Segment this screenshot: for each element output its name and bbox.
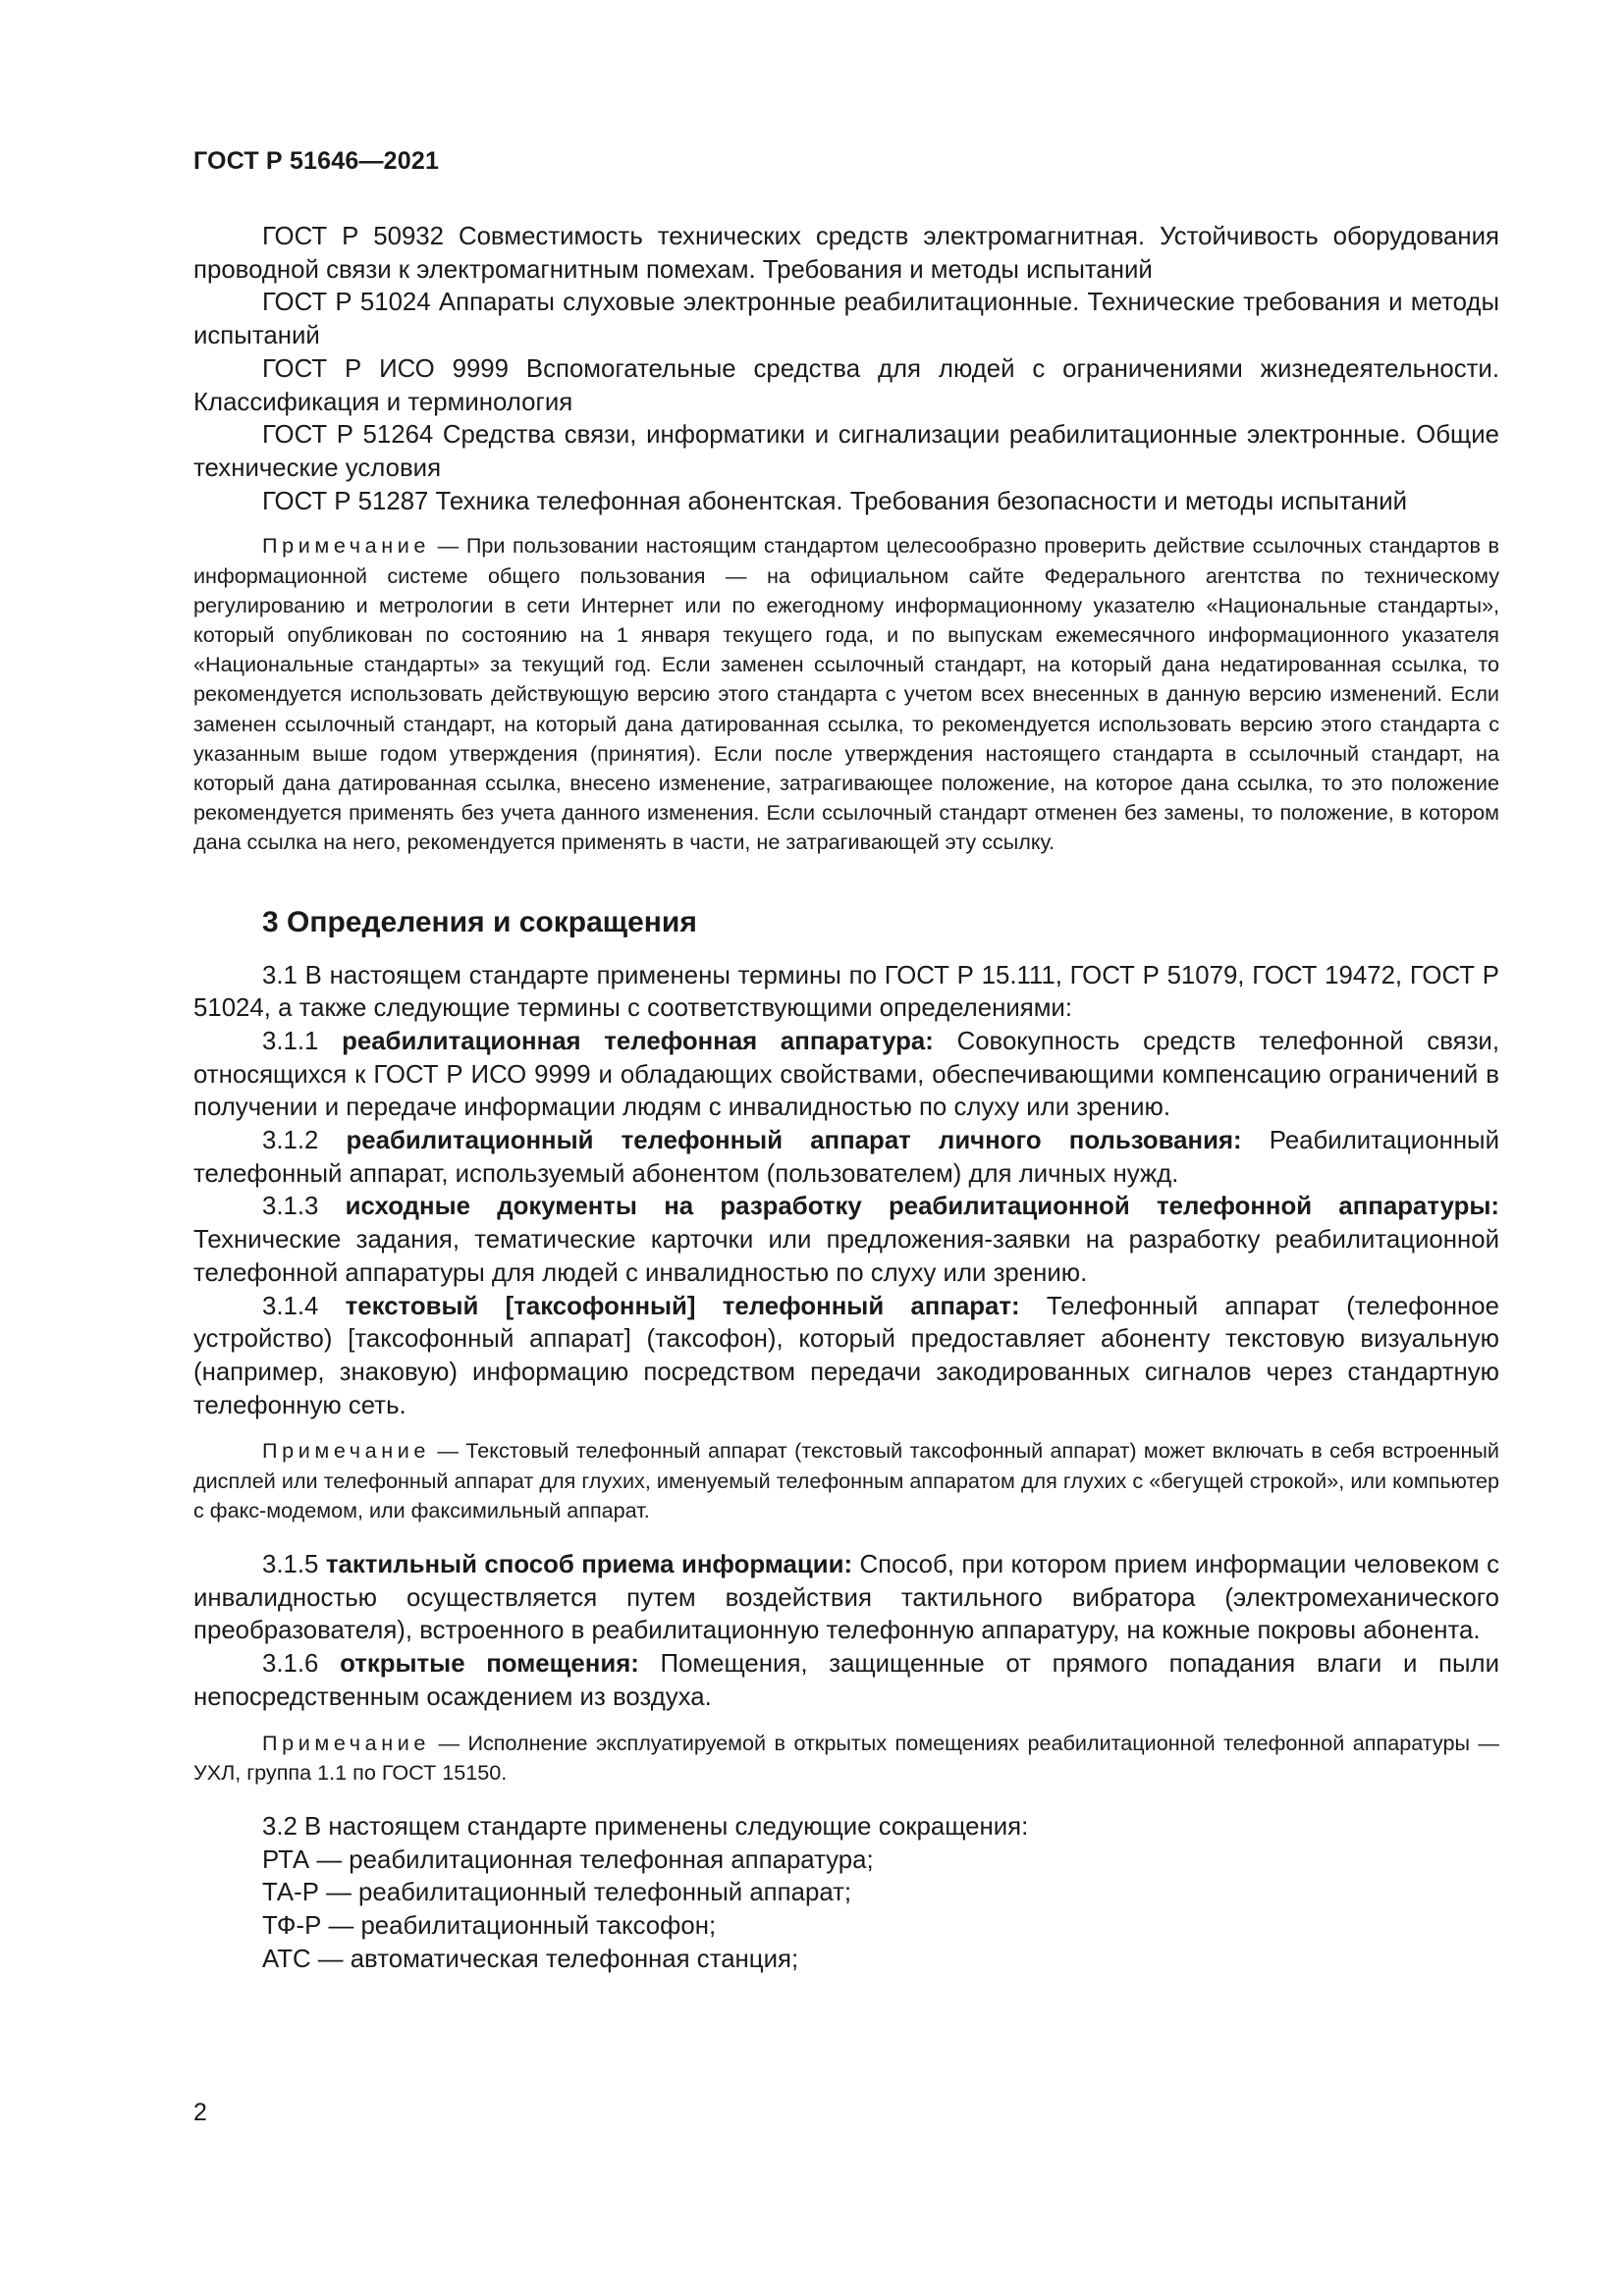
reference-gost-51287: ГОСТ Р 51287 Техника телефонная абонентская. Требования безопасности и методы испытаний (262, 487, 1408, 515)
term-number: 3.1.5 (262, 1551, 319, 1579)
document-code-header: ГОСТ Р 51646—2021 (193, 147, 440, 175)
term-definition: Телефонный аппарат (телефонное устройство) [таксофонный аппарат] (таксофон), который предоставляет абоненту текстовую визуальную (например, знаковую) информацию посредством передачи закодированных сигналов через стандартную телефонную сеть. (193, 1292, 1499, 1419)
page-content (193, 221, 1499, 1976)
note-text-phone (193, 1436, 1499, 1525)
term-definition: Способ, при котором прием информации человеком с инвалидностью осуществляется путем воздействия тактильного вибратора (электромеханического преобразователя), встроенного в реабилитационную телефонную аппаратуру, на кожные покровы абонента. (193, 1551, 1500, 1645)
term-3-1-5 (193, 1549, 1499, 1648)
paragraph-3-1: 3.1 В настоящем стандарте применены термины по ГОСТ Р 15.111, ГОСТ Р 51079, ГОСТ 19472, ГОСТ Р 51024, а также следующие термины с соответствующими определениями: (193, 961, 1499, 1023)
term-name: текстовый [таксофонный] телефонный аппарат: (345, 1292, 1020, 1320)
term-number: 3.1.3 (262, 1193, 319, 1221)
note-text: — Текстовый телефонный аппарат (текстовый таксофонный аппарат) может включать в себя встроенный дисплей или телефонный аппарат для глухих, именуемый телефонным аппаратом для глухих с «бегущей строкой», или компьютер с факс-модемом, или факсимильный аппарат. (193, 1438, 1499, 1522)
reference-gost-50932: ГОСТ Р 50932 Совместимость технических средств электромагнитная. Устойчивость оборудования проводной связи к электромагнитным помехам. Требования и методы испытаний (193, 223, 1499, 284)
term-number: 3.1.6 (262, 1650, 319, 1679)
section-heading: 3 Определения и сокращения (262, 905, 697, 938)
abbreviation-item: РТА — реабилитационная телефонная аппаратура; (262, 1845, 874, 1874)
term-3-1-6 (193, 1648, 1499, 1714)
term-name: реабилитационный телефонный аппарат личного пользования: (346, 1127, 1242, 1155)
term-definition: Реабилитационный телефонный аппарат, используемый абонентом (пользователем) для личных нужд. (193, 1127, 1500, 1188)
abbreviation-item: АТС — автоматическая телефонная станция; (262, 1945, 799, 1973)
note-text: — Исполнение эксплуатируемой в открытых помещениях реабилитационной телефонной аппаратуры — УХЛ, группа 1.1 по ГОСТ 15150. (193, 1730, 1500, 1785)
paragraph-3-2: 3.2 В настоящем стандарте применены следующие сокращения: (262, 1812, 1029, 1841)
note-label: Примечание (262, 533, 430, 559)
term-name: исходные документы на разработку реабилитационной телефонной аппаратуры: (345, 1193, 1499, 1221)
term-number: 3.1.2 (262, 1127, 319, 1155)
term-name: открытые помещения: (340, 1650, 639, 1679)
term-name: тактильный способ приема информации: (325, 1551, 853, 1579)
term-number: 3.1.1 (262, 1027, 319, 1055)
note-open-rooms (193, 1729, 1499, 1788)
reference-gost-51024: ГОСТ Р 51024 Аппараты слуховые электронные реабилитационные. Технические требования и методы испытаний (193, 289, 1499, 350)
term-3-1-2 (193, 1125, 1499, 1191)
abbreviation-item: ТФ-Р — реабилитационный таксофон; (262, 1912, 717, 1941)
note-label: Примечание (262, 1438, 430, 1464)
note-label: Примечание (262, 1730, 430, 1755)
reference-gost-51264: ГОСТ Р 51264 Средства связи, информатики и сигнализации реабилитационные электронные. Общие технические условия (193, 421, 1499, 482)
term-3-1-4 (193, 1291, 1499, 1423)
term-definition: Помещения, защищенные от прямого попадания влаги и пыли непосредственным осаждением из воздуха. (193, 1650, 1500, 1711)
note-text: — При пользовании настоящим стандартом целесообразно проверить действие ссылочных стандартов в информационной системе общего пользования — на официальном сайте Федерального агентства по техническому регулированию и метрологии в сети Интернет или по ежегодному информационному указателю «Национальные стандарты», который опубликован по состоянию на 1 января текущего года, и по выпускам ежемесячного информационного указателя «Национальные стандарты» за текущий год. Если заменен ссылочный стандарт, на который дана недатированная ссылка, то рекомендуется использовать действующую версию этого стандарта с учетом всех внесенных в данную версию изменений. Если заменен ссылочный стандарт, на который дана датированная ссылка, то рекомендуется использовать версию этого стандарта с указанным выше годом утверждения (принятия). Если после утверждения настоящего стандарта в ссылочный стандарт, на который дана датированная ссылка, внесено изменение, затрагивающее положение, на которое дана ссылка, то это положение рекомендуется применять без учета данного изменения. Если ссылочный стандарт отменен без замены, то положение, в котором дана ссылка на него, рекомендуется применять в части, не затрагивающей эту ссылку. (193, 533, 1500, 855)
term-3-1-1 (193, 1026, 1499, 1125)
reference-gost-iso-9999: ГОСТ Р ИСО 9999 Вспомогательные средства для людей с ограничениями жизнедеятельности. Классификация и терминология (193, 354, 1499, 416)
term-definition: Технические задания, тематические карточки или предложения-заявки на разработку реабилитационной телефонной аппаратуры для людей с инвалидностью по слуху или зрению. (193, 1226, 1499, 1287)
term-3-1-3 (193, 1191, 1499, 1290)
page-number: 2 (193, 2099, 207, 2126)
note-references (193, 531, 1499, 857)
term-name: реабилитационная телефонная аппаратура: (342, 1027, 934, 1055)
abbreviation-item: ТА-Р — реабилитационный телефонный аппарат; (262, 1879, 852, 1907)
term-definition: Совокупность средств телефонной связи, относящихся к ГОСТ Р ИСО 9999 и обладающих свойствами, обеспечивающими компенсацию ограничений в получении и передаче информации людям с инвалидностью по слуху или зрению. (193, 1027, 1499, 1122)
term-number: 3.1.4 (262, 1292, 319, 1320)
